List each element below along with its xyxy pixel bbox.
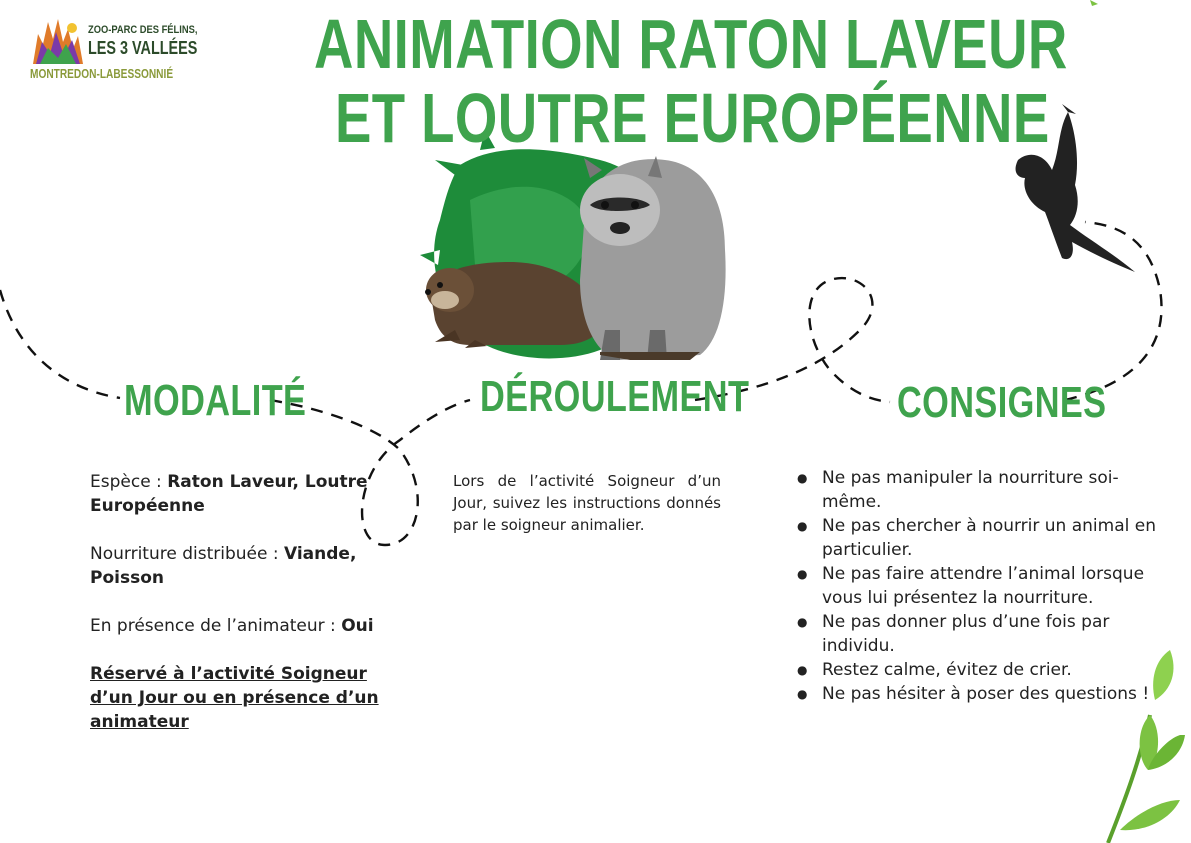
section-title-deroulement: DÉROULEMENT [480, 372, 750, 421]
deroulement-text: Lors de l’activité Soigneur d’un Jour, suivez les instructions donnés par le soigneur animalier. [453, 472, 721, 534]
list-item: ● Ne pas faire attendre l’animal lorsque vous lui présentez la nourriture. [797, 562, 1167, 610]
list-item: ● Ne pas manipuler la nourriture soi-même. [797, 466, 1167, 514]
list-item: ● Ne pas chercher à nourrir un animal en particulier. [797, 514, 1167, 562]
modalite-block [90, 470, 390, 758]
section-title-modalite: MODALITÉ [124, 376, 307, 425]
logo-line-3: MONTREDON-LABESSONNIÉ [30, 66, 174, 81]
list-item: ● Ne pas hésiter à poser des questions ! [797, 682, 1167, 706]
nourriture-line [90, 542, 390, 590]
logo-line-2: LES 3 VALLÉES [88, 38, 198, 58]
espece-label: Espèce : [90, 472, 168, 492]
presence-value: Oui [341, 616, 374, 636]
list-item: ● Restez calme, évitez de crier. [797, 658, 1167, 682]
nourriture-value: Viande, Poisson [90, 544, 357, 588]
section-title-consignes: CONSIGNES [897, 378, 1107, 427]
page-title-line-1: ANIMATION RATON LAVEUR [314, 5, 1068, 83]
espece-value: Raton Laveur, Loutre Européenne [90, 472, 368, 516]
logo-line-1: ZOO-PARC DES FÉLINS, [88, 24, 198, 36]
list-item: ● Ne pas donner plus d’une fois par individu. [797, 610, 1167, 658]
reserve-note: Réservé à l’activité Soigneur d’un Jour ou en présence d’un animateur [90, 664, 379, 732]
presence-label: En présence de l’animateur : [90, 616, 342, 636]
logo-animals-icon [28, 14, 88, 69]
espece-line [90, 470, 390, 518]
presence-line [90, 614, 390, 638]
raccoon-illustration [580, 156, 726, 360]
consignes-list [797, 466, 1167, 706]
nourriture-label: Nourriture distribuée : [90, 544, 284, 564]
page-title-line-2: ET LOUTRE EUROPÉENNE [335, 79, 1050, 157]
